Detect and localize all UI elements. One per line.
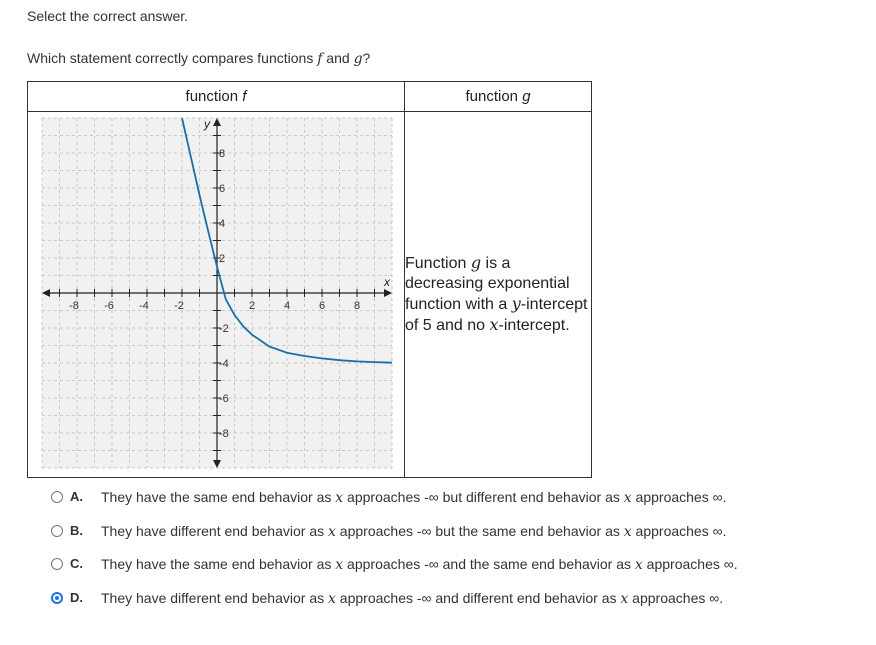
x-tick-label: -6 <box>104 300 114 312</box>
x-tick-label: -8 <box>69 300 79 312</box>
choice-text <box>101 489 726 506</box>
x-tick-label: -4 <box>139 300 149 312</box>
choice-var: x <box>620 591 629 607</box>
choice-letter: B. <box>70 523 83 538</box>
question-var-f: f <box>317 51 323 67</box>
y-tick-label: 6 <box>219 183 226 195</box>
desc-var-y: y <box>511 294 521 313</box>
choice-letter: C. <box>70 556 83 571</box>
y-tick-label: -8 <box>219 428 229 440</box>
desc-part: is a decreasing exponential function with a <box>405 255 570 313</box>
table-body-row <box>28 112 592 478</box>
question-part: ? <box>362 50 371 66</box>
choice-var: x <box>328 524 336 540</box>
choice-var: x <box>623 524 632 540</box>
radio-button-c[interactable] <box>51 558 63 570</box>
choice-text <box>101 556 738 573</box>
x-tick-label: 4 <box>283 300 291 312</box>
function-f-graph <box>28 112 404 472</box>
x-tick-label: 8 <box>353 300 361 312</box>
choice-var: x <box>328 591 336 607</box>
graph-cell <box>28 112 405 478</box>
comparison-table <box>27 81 592 478</box>
choice-part: They have different end behavior as <box>101 523 329 539</box>
header-function-f <box>28 82 405 112</box>
y-tick-label: -4 <box>219 358 229 370</box>
y-tick-label: 2 <box>219 253 226 265</box>
x-tick-label: 2 <box>248 300 256 312</box>
choice-var: x <box>335 557 344 573</box>
desc-part: -intercept of 5 and no <box>405 296 588 334</box>
choice-var: x <box>634 557 643 573</box>
x-tick-label: -2 <box>174 300 184 312</box>
question-part: and <box>322 50 354 66</box>
header-function-g <box>405 82 592 112</box>
header-g-prefix: function <box>465 88 523 105</box>
choice-part: approaches -∞ but different end behavior as <box>343 489 624 505</box>
radio-button-d[interactable] <box>51 592 63 604</box>
header-g-var: g <box>522 88 531 105</box>
desc-part: -intercept. <box>498 317 570 334</box>
y-tick-label: -2 <box>219 323 229 335</box>
y-tick-label: 4 <box>219 218 226 230</box>
function-g-description <box>405 253 591 336</box>
choice-part: approaches ∞. <box>628 590 724 606</box>
radio-button-a[interactable] <box>51 491 63 503</box>
x-axis-label: x <box>384 275 390 289</box>
y-tick-label: -6 <box>219 393 229 405</box>
choice-part: They have different end behavior as <box>101 590 329 606</box>
choice-part: approaches -∞ and different end behavior as <box>335 590 621 606</box>
choice-part: approaches -∞ and the same end behavior as <box>343 556 635 572</box>
choice-part: approaches -∞ but the same end behavior as <box>335 523 624 539</box>
desc-part: Function <box>405 255 471 272</box>
radio-button-b[interactable] <box>51 525 63 537</box>
instruction-text: Select the correct answer. <box>27 8 189 24</box>
choice-part: approaches ∞. <box>631 489 727 505</box>
choice-text <box>101 523 726 540</box>
choice-var: x <box>623 490 632 506</box>
choice-part: They have the same end behavior as <box>101 556 336 572</box>
desc-var-g: g <box>470 253 482 272</box>
choice-text <box>101 590 723 607</box>
choice-var: x <box>335 490 344 506</box>
x-tick-label: 6 <box>318 300 326 312</box>
choice-letter: D. <box>70 590 83 605</box>
choice-part: They have the same end behavior as <box>101 489 336 505</box>
desc-var-x: x <box>489 315 499 334</box>
table-header-row <box>28 82 592 112</box>
question-text <box>27 50 370 67</box>
y-axis-label: y <box>204 117 210 131</box>
header-f-var: f <box>242 88 247 105</box>
question-var-g: g <box>353 51 363 67</box>
question-part: Which statement correctly compares functions <box>27 50 318 66</box>
y-tick-label: 8 <box>219 148 226 160</box>
choice-part: approaches ∞. <box>631 523 727 539</box>
header-f-prefix: function <box>185 88 243 105</box>
choice-part: approaches ∞. <box>642 556 738 572</box>
choice-letter: A. <box>70 489 83 504</box>
function-g-description-cell <box>405 112 592 478</box>
